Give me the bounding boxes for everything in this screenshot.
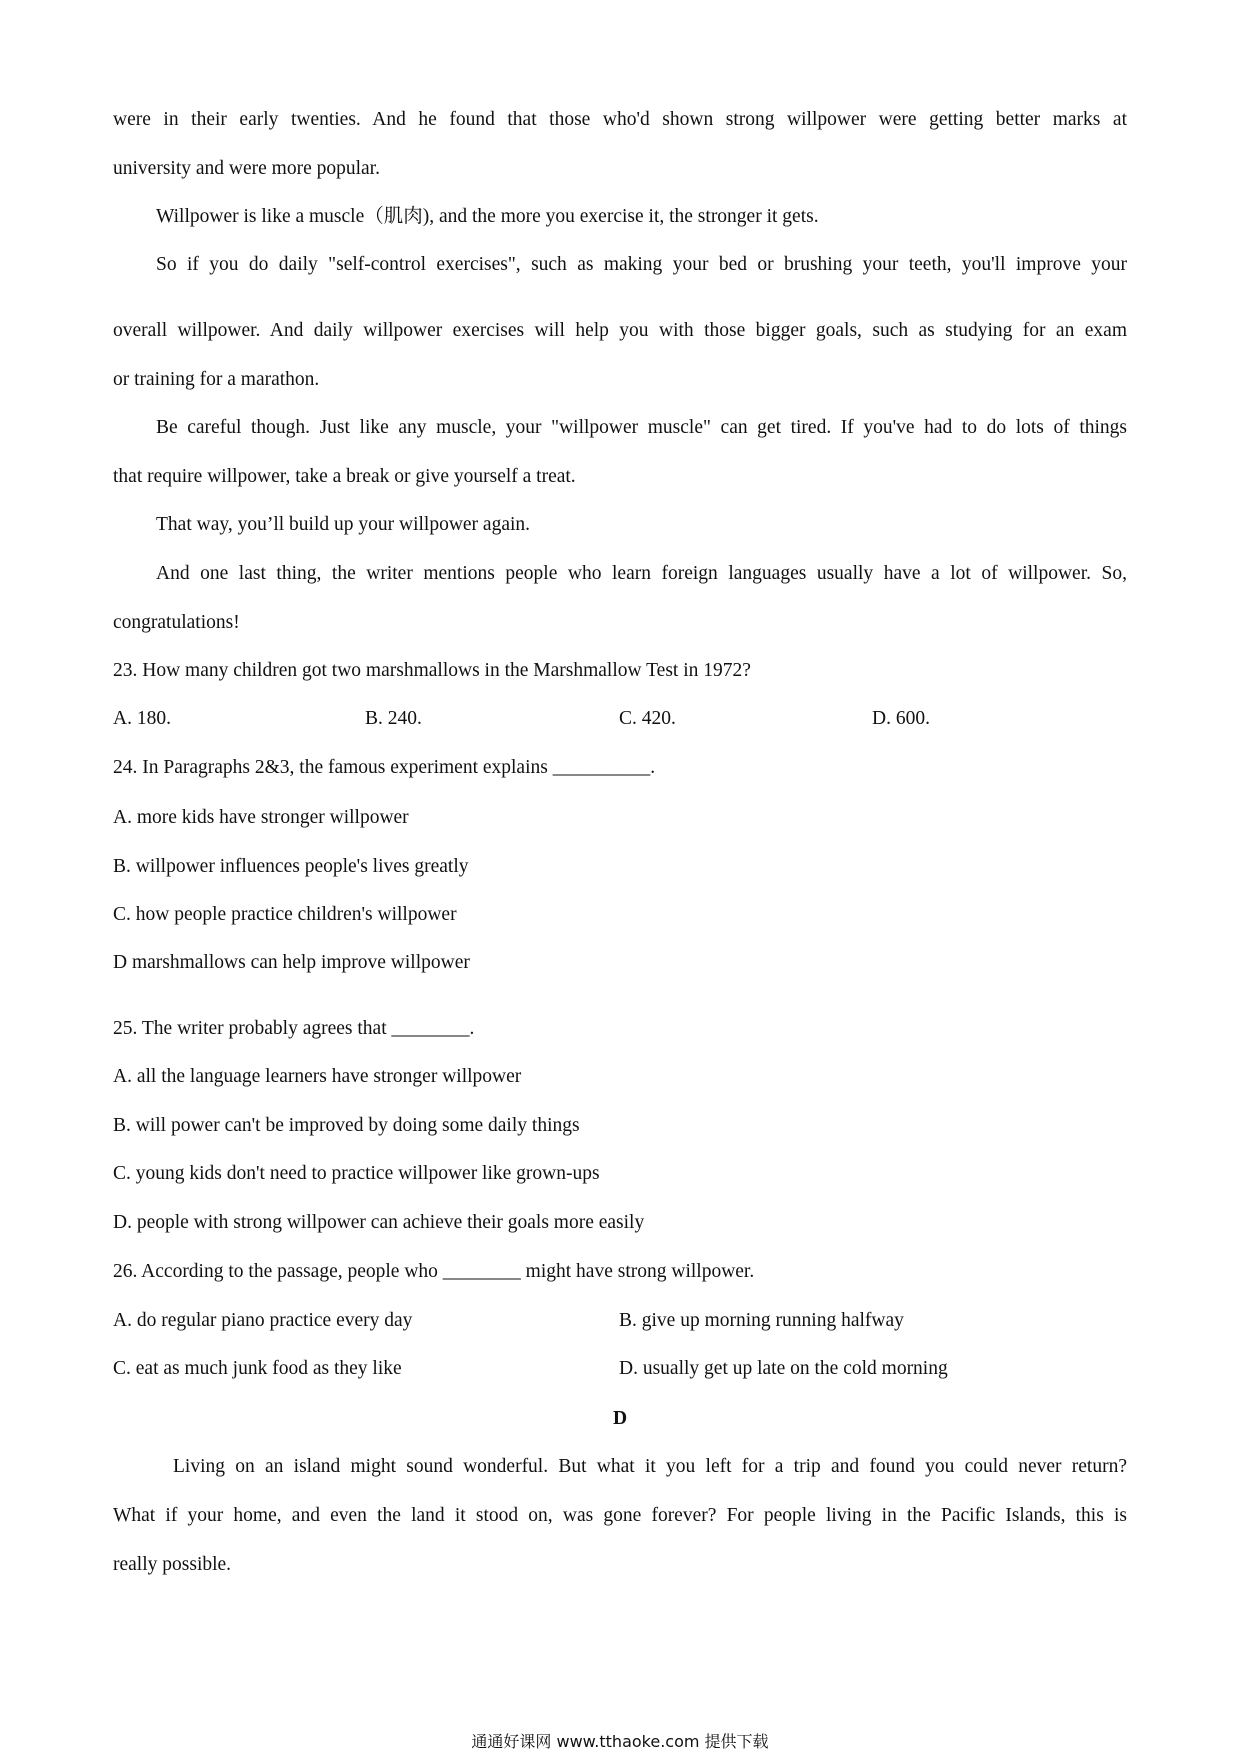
section-heading: D <box>612 1408 628 1429</box>
paragraph-line: And one last thing, the writer mentions people who learn foreign languages usually have a lot of willpower. So, <box>156 563 1127 584</box>
option-d: D. people with strong willpower can achieve their goals more easily <box>113 1212 645 1233</box>
option-a: A. do regular piano practice every day <box>113 1310 413 1331</box>
paragraph-line: university and were more popular. <box>113 158 380 179</box>
option-a: A. all the language learners have stronger willpower <box>113 1066 522 1087</box>
paragraph-line: or training for a marathon. <box>113 369 320 390</box>
page-footer: 通通好课网 www.tthaoke.com 提供下载 <box>471 1732 769 1751</box>
option-b: B. will power can't be improved by doing some daily things <box>113 1115 580 1136</box>
paragraph-line: That way, you’ll build up your willpower again. <box>156 514 531 535</box>
option-a: A. 180. <box>113 708 171 729</box>
paragraph-line: overall willpower. And daily willpower exercises will help you with those bigger goals, such as studying for an exam <box>113 320 1127 341</box>
paragraph-line: congratulations! <box>113 612 240 633</box>
question-stem: 23. How many children got two marshmallows in the Marshmallow Test in 1972? <box>113 660 751 681</box>
question-stem: 26. According to the passage, people who ________ might have strong willpower. <box>113 1261 755 1282</box>
option-c: C. 420. <box>619 708 676 729</box>
option-d: D. usually get up late on the cold morning <box>619 1358 948 1379</box>
option-b: B. give up morning running halfway <box>619 1310 904 1331</box>
option-c: C. eat as much junk food as they like <box>113 1358 402 1379</box>
paragraph-line: really possible. <box>113 1554 232 1575</box>
paragraph-line: Willpower is like a muscle（肌肉), and the more you exercise it, the stronger it gets. <box>156 206 819 227</box>
option-a: A. more kids have stronger willpower <box>113 807 409 828</box>
option-b: B. willpower influences people's lives greatly <box>113 856 469 877</box>
option-d: D marshmallows can help improve willpower <box>113 952 470 973</box>
paragraph-line: What if your home, and even the land it stood on, was gone forever? For people living in the Pacific Islands, this is <box>113 1505 1127 1526</box>
paragraph-line: Be careful though. Just like any muscle, your "willpower muscle" can get tired. If you've had to do lots of things <box>156 417 1127 438</box>
option-c: C. how people practice children's willpower <box>113 904 457 925</box>
paragraph-line: Living on an island might sound wonderful. But what it you left for a trip and found you could never return? <box>173 1456 1127 1477</box>
question-stem: 25. The writer probably agrees that ________. <box>113 1018 475 1039</box>
option-b: B. 240. <box>365 708 422 729</box>
question-stem: 24. In Paragraphs 2&3, the famous experiment explains __________. <box>113 757 656 778</box>
paragraph-line: that require willpower, take a break or give yourself a treat. <box>113 466 576 487</box>
paragraph-line: were in their early twenties. And he found that those who'd shown strong willpower were getting better marks at <box>113 109 1127 130</box>
option-c: C. young kids don't need to practice willpower like grown-ups <box>113 1163 600 1184</box>
option-d: D. 600. <box>872 708 930 729</box>
paragraph-line: So if you do daily "self-control exercises", such as making your bed or brushing your teeth, you'll improve your <box>156 254 1127 275</box>
